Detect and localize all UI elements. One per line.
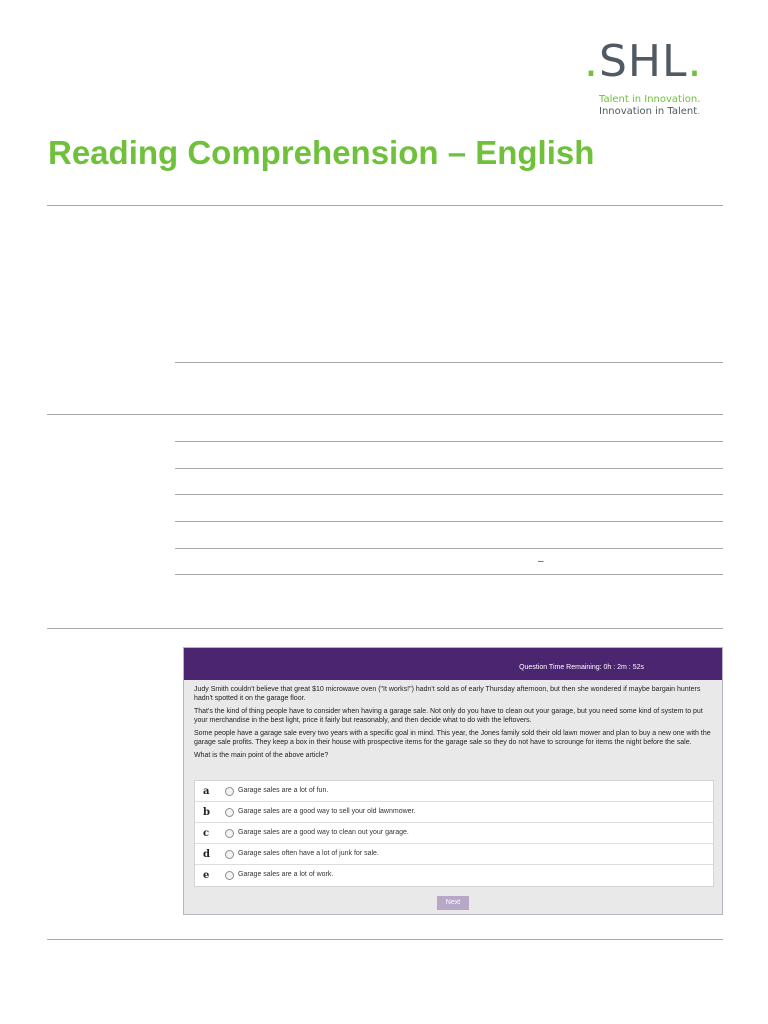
page-title: Reading Comprehension – English [48,134,595,171]
section-divider [47,414,723,415]
answer-option-b[interactable] [195,802,713,823]
option-letter: d [203,849,210,860]
option-radio[interactable] [225,829,234,838]
assessment-header [184,648,722,680]
logo-mark [584,36,734,87]
table-row-divider [175,494,723,495]
logo-tagline [599,94,734,118]
answer-options [194,780,714,887]
logo-dot-left: . [584,36,599,87]
option-text: Garage sales often have a lot of junk for sale. [238,850,379,857]
logo-dot-right: . [687,36,703,87]
option-letter: b [203,807,210,818]
passage-paragraph: Some people have a garage sale every two years with a specific goal in mind. This year, the Jones family sold their old lawn mower and plan to buy a new one with the garage sale profits. They keep a box in their house with prospective items for the garage sale so they do not have to scrounge for items the night before the sale. [194,730,711,746]
table-row-divider [175,362,723,363]
table-row-divider [175,441,723,442]
passage-paragraph: Judy Smith couldn't believe that great $10 microwave oven ("It works!") hadn't sold as of early Thursday afternoon, but then she wondered if maybe bargain hunters hadn't spotted it on the garage floor. [194,686,701,702]
tagline-line-1: Talent in Innovation [599,94,698,105]
option-letter: e [203,870,210,881]
tagline-dot-2: . [697,106,701,117]
section-divider [47,939,723,940]
tagline-line-2: Innovation in Talent [599,106,698,117]
option-radio[interactable] [225,787,234,796]
table-dash: – [538,556,544,567]
shl-logo [584,36,734,118]
table-row-divider [175,574,723,575]
section-divider [47,628,723,629]
tagline-dot-1: . [697,94,701,105]
section-divider [47,205,723,206]
assessment-screenshot [183,647,723,915]
option-text: Garage sales are a good way to sell your old lawnmower. [238,808,416,815]
answer-option-c[interactable] [195,823,713,844]
option-radio[interactable] [225,871,234,880]
next-button[interactable]: Next [437,896,469,910]
logo-letters: SHL [599,36,688,87]
answer-option-e[interactable] [195,865,713,886]
option-text: Garage sales are a good way to clean out your garage. [238,829,409,836]
option-text: Garage sales are a lot of fun. [238,787,329,794]
reading-passage [194,686,714,766]
option-radio[interactable] [225,808,234,817]
passage-paragraph: That's the kind of thing people have to consider when having a garage sale. Not only do you have to clean out your garage, but you need some kind of system to put your merchandise in the best light, price it fairly but reasonably, and then decide what to do with the leftovers. [194,708,703,724]
question-timer: Question Time Remaining: 0h : 2m : 52s [519,664,644,671]
table-row-divider [175,521,723,522]
option-letter: c [203,828,210,839]
option-letter: a [203,786,210,797]
table-row-divider [175,548,723,549]
answer-option-a[interactable] [195,781,713,802]
answer-option-d[interactable] [195,844,713,865]
option-radio[interactable] [225,850,234,859]
option-text: Garage sales are a lot of work. [238,871,334,878]
question-text: What is the main point of the above article? [194,752,329,759]
table-row-divider [175,468,723,469]
